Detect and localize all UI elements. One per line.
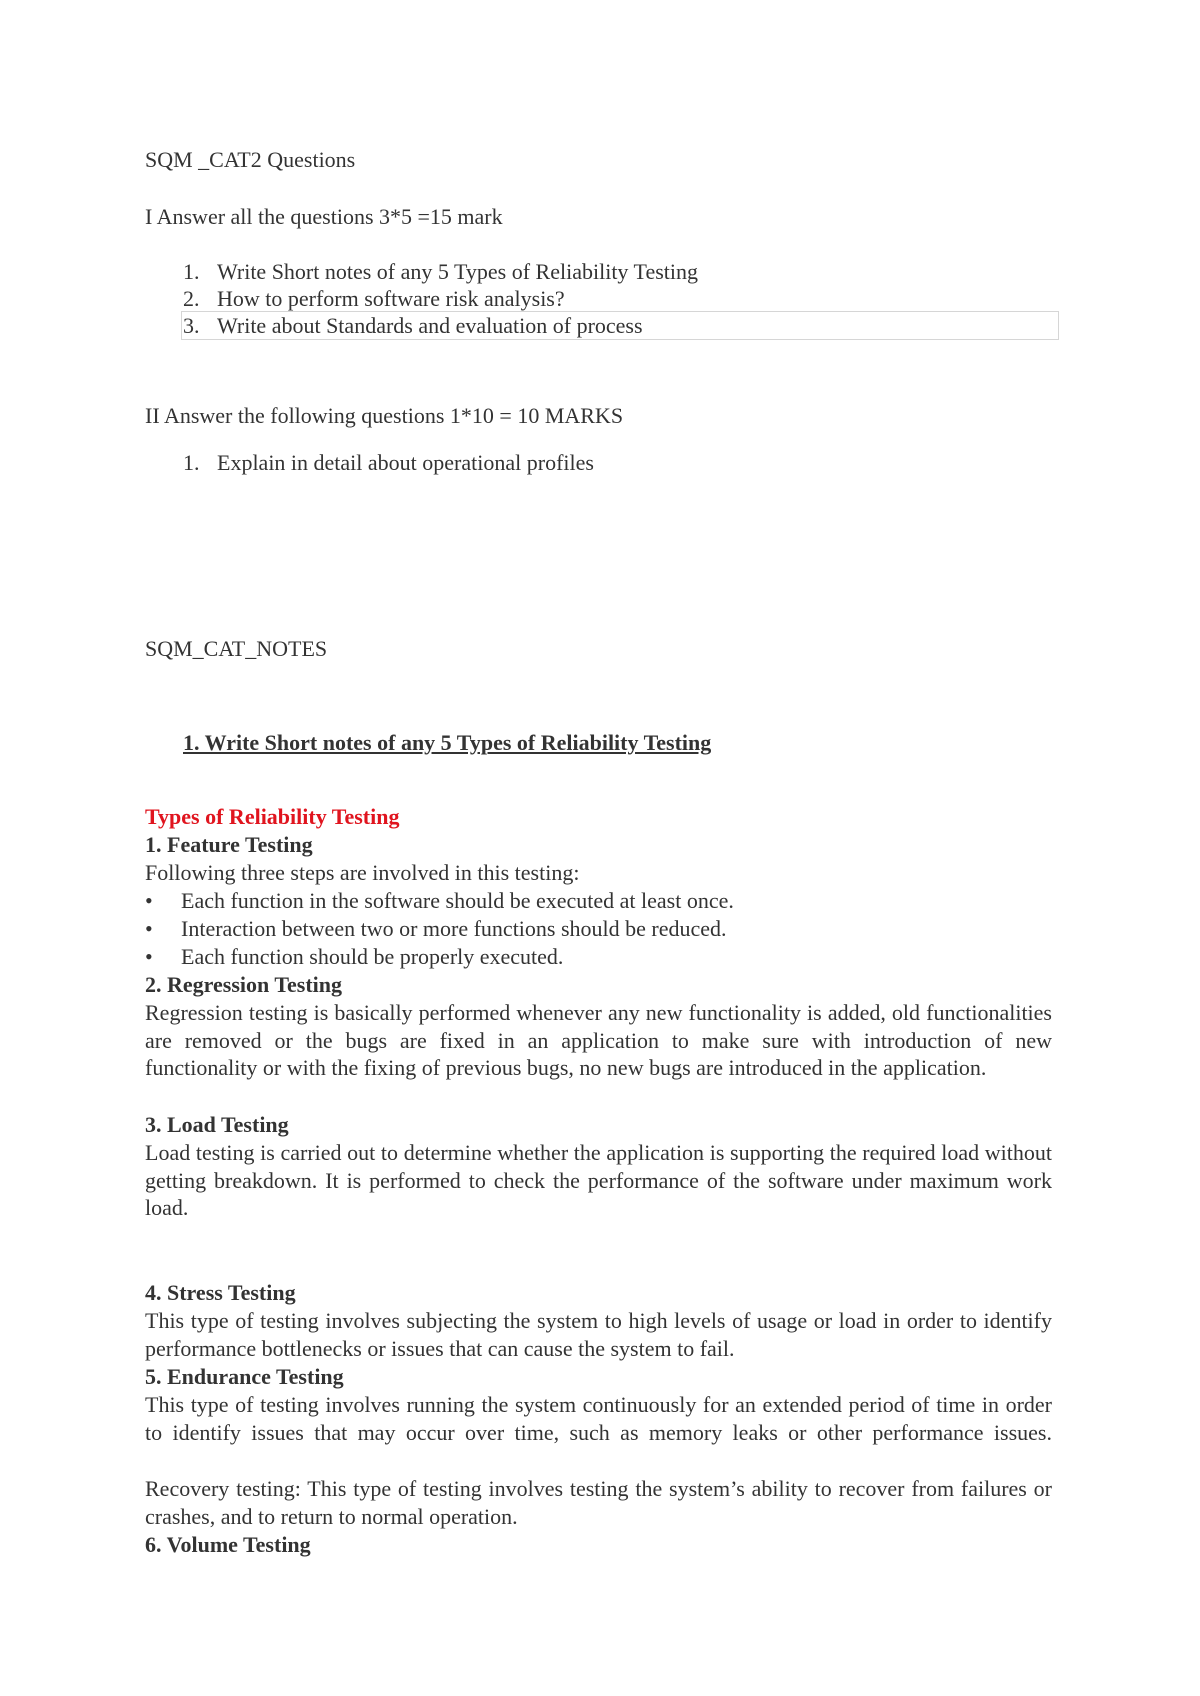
list-item: Interaction between two or more functions should be reduced. — [181, 916, 727, 941]
load-paragraph: Load testing is carried out to determine whether the application is supporting the required load without getting breakdown. It is performed to check the performance of the software under maximum work load. — [145, 1140, 1052, 1221]
bullet-icon: • — [145, 888, 153, 913]
endurance-paragraph: This type of testing involves running the system continuously for an extended period of time in order to identify issues that may occur over time, such as memory leaks or other performance issues. — [145, 1392, 1052, 1445]
endurance-heading: 5. Endurance Testing — [145, 1364, 344, 1389]
list-text: Explain in detail about operational profiles — [217, 450, 594, 475]
questions-title: SQM _CAT2 Questions — [145, 147, 356, 172]
feature-heading: 1. Feature Testing — [145, 832, 313, 857]
text-selection-box[interactable] — [181, 311, 1059, 340]
stress-heading: 4. Stress Testing — [145, 1280, 296, 1305]
stress-paragraph: This type of testing involves subjecting the system to high levels of usage or load in order to identify performance bottlenecks or issues that can cause the system to fail. — [145, 1308, 1052, 1361]
list-number: 3. — [183, 313, 200, 338]
list-number: 1. — [183, 259, 200, 284]
bullet-icon: • — [145, 916, 153, 941]
list-number: 1. — [183, 450, 200, 475]
bullet-icon: • — [145, 944, 153, 969]
list-item: Each function should be properly executed. — [181, 944, 564, 969]
regression-heading: 2. Regression Testing — [145, 972, 343, 997]
section2-heading: II Answer the following questions 1*10 = 10 MARKS — [145, 403, 624, 428]
notes-title: SQM_CAT_NOTES — [145, 636, 328, 661]
list-text: Write about Standards and evaluation of process — [217, 313, 643, 338]
volume-heading: 6. Volume Testing — [145, 1532, 311, 1557]
list-number: 2. — [183, 286, 200, 311]
types-heading: Types of Reliability Testing — [145, 804, 400, 829]
list-text: Write Short notes of any 5 Types of Reliability Testing — [217, 259, 698, 284]
list-item: Each function in the software should be executed at least once. — [181, 888, 734, 913]
load-heading: 3. Load Testing — [145, 1112, 289, 1137]
feature-intro: Following three steps are involved in this testing: — [145, 860, 580, 885]
regression-paragraph: Regression testing is basically performed whenever any new functionality is added, old functionalities are removed or the bugs are fixed in an application to make sure with introduction of new functionality or with the fixing of previous bugs, no new bugs are introduced in the application. — [145, 1000, 1052, 1081]
notes-question-heading: 1. Write Short notes of any 5 Types of Reliability Testing — [183, 730, 712, 755]
list-text: How to perform software risk analysis? — [217, 286, 565, 311]
recovery-paragraph: Recovery testing: This type of testing involves testing the system’s ability to recover from failures or crashes, and to return to normal operation. — [145, 1476, 1052, 1529]
section1-heading: I Answer all the questions 3*5 =15 mark — [145, 204, 503, 229]
